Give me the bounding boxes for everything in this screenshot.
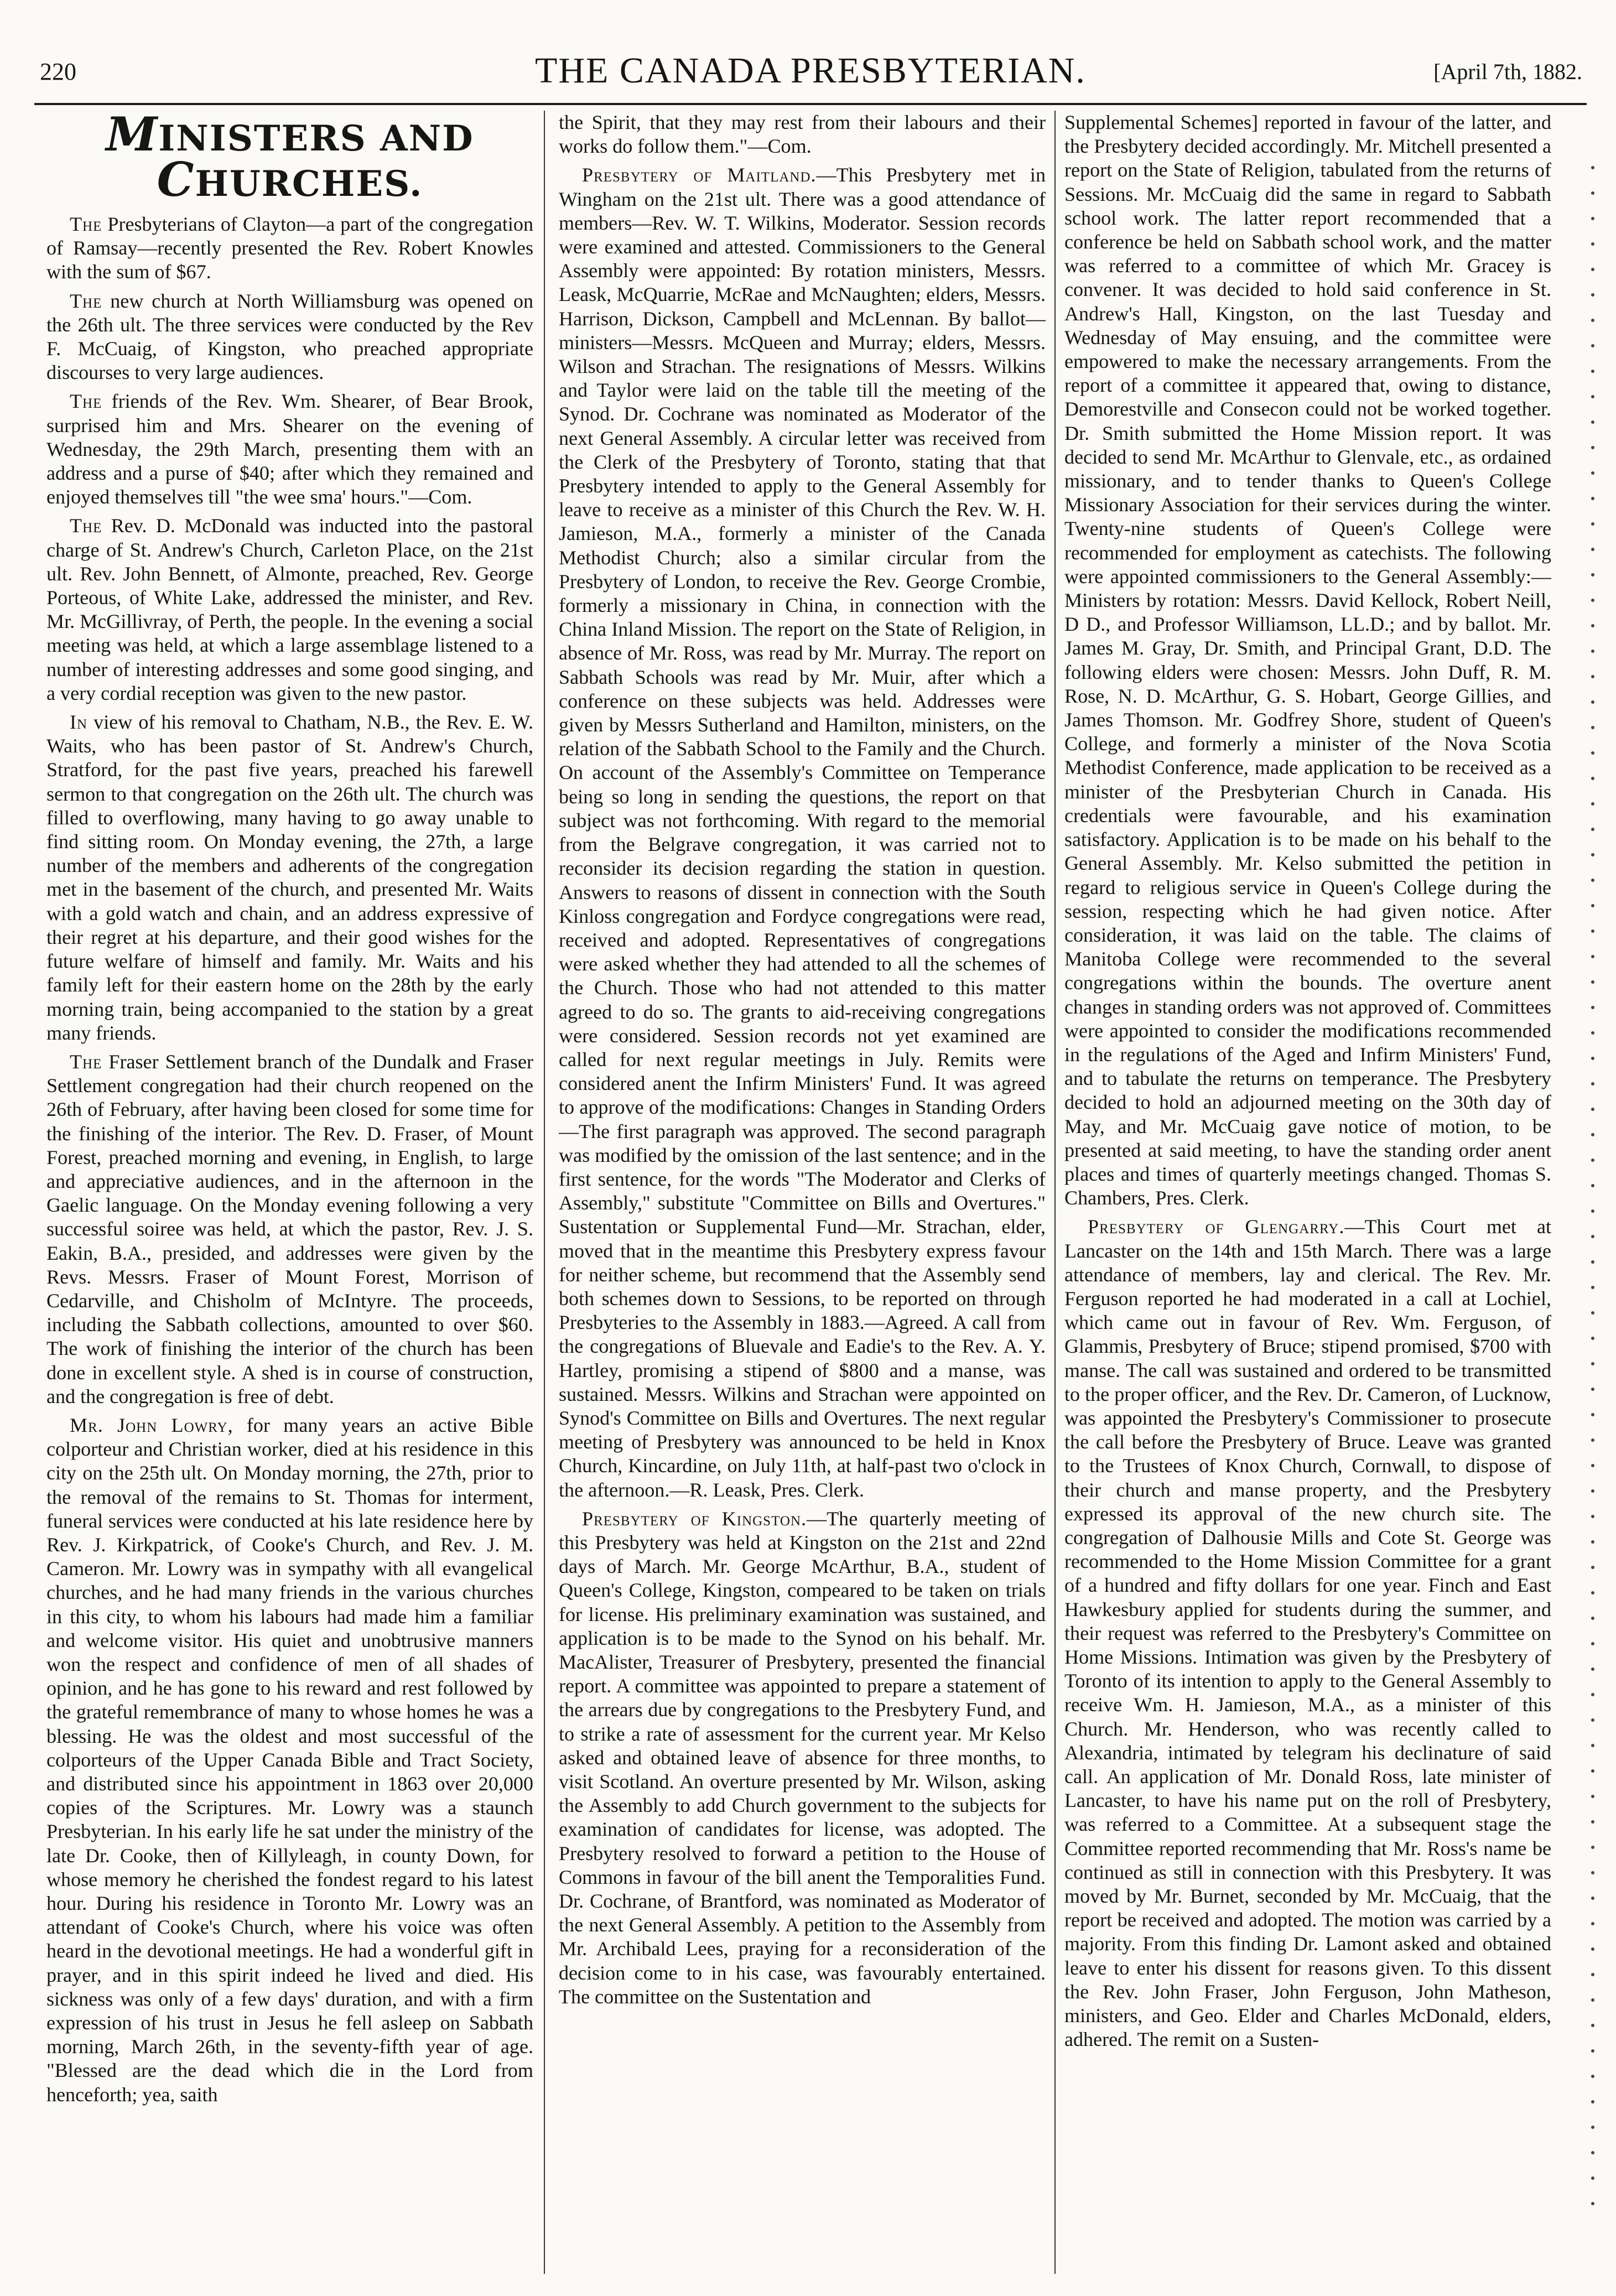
margin-dot [1591,599,1594,602]
paragraph-lead: Mr. John Lowry, [70,1414,233,1436]
paragraph-lead: Presbytery of Glengarry. [1088,1215,1345,1238]
paragraph-lead: Presbytery of Maitland. [582,164,817,186]
paragraph-text: new church at North Williamsburg was opened on the 26th ult. The three services were conducted by the Rev F. McCuaig, of Kingston, who preached appropriate discourses to very large audiences. [46,289,533,384]
margin-dot [1591,242,1594,246]
margin-dot [1591,955,1594,958]
article-paragraph [46,710,533,1045]
paragraph-text: Rev. D. McDonald was inducted into the pastoral charge of St. Andrew's Church, Carleton Place, on the 21st ult. Rev. John Bennett, of Almonte, preached, Rev. George Porteous, of White Lake, addressed the minister, and Rev. Mr. McGillivray, of Perth, the people. In the evening a social meeting was held, at which a large assemblage listened to a number of interesting addresses and some good singing, and a very cordial reception was given to the new pastor. [46,515,533,704]
paragraph-lead: Presbytery of Kingston. [582,1507,807,1530]
margin-dot [1591,802,1594,806]
title-initial: M [106,111,159,162]
margin-dot [1591,1642,1594,1645]
margin-dot [1591,1566,1594,1569]
margin-dot [1591,217,1594,220]
margin-dot [1591,2126,1594,2129]
margin-dot [1591,319,1594,322]
margin-dot [1591,1617,1594,1620]
column-body [46,212,533,2107]
margin-dot [1591,1973,1594,1976]
paragraph-lead: The [70,213,102,235]
section-title: MINISTERS AND CHURCHES. [46,114,533,205]
margin-dot [1591,1438,1594,1442]
margin-dot [1591,548,1594,551]
margin-dot [1591,1693,1594,1696]
margin-marks [1591,166,1598,2213]
paragraph-text: Fraser Settlement branch of the Dundalk and Fraser Settlement congregation had their church reopened on the 26th of February, after having been closed for some time for the finishing of the interior. The Rev. D. Fraser, of Mount Forest, preached morning and evening, in English, to large and appreciative audiences, and in the afternoon in the Gaelic language. On the Monday evening following a very successful soiree was held, at which the pastor, Rev. J. S. Eakin, B.A., presided, and addresses were given by the Revs. Messrs. Fraser of Mount Forest, Morrison of Cedarville, and Chisholm of McIntyre. The proceeds, including the Sabbath collections, amounted to over $60. The work of finishing the interior of the church has been done in excellent style. A shed is in course of construction, and the congregation is free of debt. [46,1050,533,1407]
margin-dot [1591,777,1594,780]
margin-dot [1591,2202,1594,2205]
margin-dot [1591,1668,1594,1671]
paragraph-text: Presbyterians of Clayton—a part of the congregation of Ramsay—recently presented the Rev. Robert Knowles with the sum of $67. [46,213,533,283]
article-paragraph [46,212,533,284]
margin-dot [1591,828,1594,831]
margin-dot [1591,1209,1594,1213]
margin-dot [1591,191,1594,195]
title-initial: C [157,152,195,207]
margin-dot [1591,1998,1594,2002]
article-paragraph [46,1050,533,1409]
paragraph-text: —This Presbytery met in Wingham on the 21st ult. There was a good attendance of members—Rev. W. T. Wilkins, Moderator. Session records were examined and attested. Commissioners to the General Assembly were appointed: By rotation ministers, Messrs. Leask, McQuarrie, McRae and McNaughten; elders, Messrs. Harrison, Dickson, Campbell and McLennan. By ballot—ministers—Messrs. McQueen and Murray; elders, Messrs. Wilson and Strachan. The resignations of Messrs. Wilkins and Taylor were laid on the table till the meeting of the Synod. Dr. Cochrane was nominated as Moderator of the next General Assembly. A circular letter was received from the Clerk of the Presbytery of Toronto, stating that that Presbytery intended to apply to the General Assembly for leave to receive as a minister of this Church the Rev. W. H. Jamieson, M.A., formerly a minister of the Canada Methodist Church; also a similar circular from the Presbytery of London, to receive the Rev. George Crombie, formerly a missionary in China, in connection with the China Inland Mission. The report on the State of Religion, in absence of Mr. Ross, was read by Mr. Murray. The report on Sabbath Schools was read by Mr. Muir, after which a conference on these subjects was held. Addresses were given by Messrs Sutherland and Hamilton, ministers, on the relation of the Sabbath School to the Family and the Church. On account of the Assembly's Committee on Temperance being so long in sending the questions, the report on that subject was not forthcoming. With regard to the memorial from the Belgrave congregation, it was carried not to reconsider its decision regarding the station in question. Answers to reasons of dissent in connection with the South Kinloss congregation and Fordyce congregations were read, received and adopted. Representatives of congregations were asked whether they had attended to all the schemes of the Church. Those who had not attended to this matter agreed to do so. The grants to aid-receiving congregations were considered. Session records not yet examined are called for next regular meetings in July. Remits were considered anent the Infirm Ministers' Fund. It was agreed to approve of the modifications: Changes in Standing Orders—The first paragraph was approved. The second paragraph was modified by the omission of the last sentence; and in the first sentence, for the words "The Moderator and Clerks of Assembly," substitute "Committee on Bills and Overtures." Sustentation or Supplemental Fund—Mr. Strachan, elder, moved that in the meantime this Presbytery express favour for neither scheme, but recommend that the Assembly send both schemes down to Sessions, to be reported on through Presbyteries to the Assembly in 1883.—Agreed. A call from the congregations of Bluevale and Eadie's to the Rev. A. Y. Hartley, promising a stipend of $800 and a manse, was sustained. Messrs. Wilkins and Strachan were appointed on Synod's Committee on Bills and Overtures. The next regular meeting of Presbytery was announced to be held in Knox Church, Kincardine, on July 11th, at half-past two o'clock in the afternoon.—R. Leask, Pres. Clerk. [559,164,1046,1501]
margin-dot [1591,1311,1594,1315]
margin-dot [1591,1260,1594,1264]
margin-dot [1591,1006,1594,1009]
margin-dot [1591,2176,1594,2180]
margin-dot [1591,904,1594,907]
article-paragraph [559,111,1046,158]
margin-dot [1591,1464,1594,1467]
margin-dot [1591,268,1594,271]
article-paragraph [46,389,533,509]
margin-dot [1591,1846,1594,1849]
margin-dot [1591,853,1594,856]
margin-dot [1591,1108,1594,1111]
article-paragraph [46,514,533,705]
margin-dot [1591,675,1594,678]
margin-dot [1591,751,1594,755]
column-1 [46,111,533,2274]
margin-dot [1591,420,1594,424]
article-paragraph [559,163,1046,1502]
paragraph-text: for many years an active Bible colporteur and Christian worker, died at his residence in this city on the 25th ult. On Monday morning, the 27th, prior to the removal of the remains to St. Thomas for interment, funeral services were conducted at his late residence here by Rev. J. Kirkpatrick, of Cooke's Church, and Rev. J. M. Cameron. Mr. Lowry was in sympathy with all evangelical churches, and he had many friends in the various churches in this city, to whom his labours had made him a familiar and welcome visitor. His quiet and unobtrusive manners won the respect and confidence of men of all shades of opinion, and he has gone to his reward and rest followed by the grateful remembrance of many to whose homes he was a blessing. He was the oldest and most successful of the colporteurs of the Upper Canada Bible and Tract Society, and distributed since his appointment in 1863 over 20,000 copies of the Scriptures. Mr. Lowry was a staunch Presbyterian. In his early life he sat under the ministry of the late Dr. Cooke, then of Killyleagh, in county Down, for whose memory he cherished the fondest regard to his latest hour. During his residence in Toronto Mr. Lowry was an attendant of Cooke's Church, where his voice was often heard in the devotional meetings. He had a wonderful gift in prayer, and in this spirit indeed he lived and died. His sickness was only of a few days' duration, and with a firm expression of his trust in Jesus he fell asleep on Sabbath morning, March 26th, in the seventy-fifth year of age. "Blessed are the dead which die in the Lord from henceforth; yea, saith [46,1414,533,2106]
margin-dot [1591,1388,1594,1391]
margin-dot [1591,1897,1594,1900]
margin-dot [1591,700,1594,704]
margin-dot [1591,497,1594,500]
margin-dot [1591,624,1594,627]
margin-dot [1591,1133,1594,1136]
margin-dot [1591,1744,1594,1747]
page-header [33,50,1588,94]
margin-dot [1591,293,1594,297]
margin-dot [1591,1769,1594,1773]
paragraph-text: the Spirit, that they may rest from their labours and their works do follow them."—Com. [559,111,1046,158]
paragraph-lead: The [70,515,102,537]
margin-dot [1591,1413,1594,1416]
margin-dot [1591,370,1594,373]
margin-dot [1591,2075,1594,2078]
article-paragraph [46,1414,533,2107]
column-divider [544,111,545,2274]
margin-dot [1591,395,1594,398]
article-paragraph [46,289,533,385]
margin-dot [1591,1286,1594,1289]
margin-dot [1591,726,1594,729]
margin-dot [1591,2151,1594,2154]
article-paragraph [1064,1215,1551,2051]
margin-dot [1591,2049,1594,2053]
margin-dot [1591,1337,1594,1340]
margin-dot [1591,1515,1594,1518]
margin-dot [1591,1947,1594,1951]
margin-dot [1591,2024,1594,2027]
column-divider [1054,111,1056,2274]
column-body [559,111,1046,2009]
margin-dot [1591,1184,1594,1187]
margin-dot [1591,166,1594,169]
margin-dot [1591,929,1594,933]
paragraph-lead: The [70,390,102,413]
margin-dot [1591,1718,1594,1722]
article-paragraph [1064,111,1551,1210]
paragraph-lead: In [70,711,88,734]
margin-dot [1591,471,1594,475]
paragraph-text: Supplemental Schemes] reported in favour of the latter, and the Presbytery decided accordingly. Mr. Mitchell presented a report on the State of Religion, tabulated from the returns of Sessions. Mr. McCuaig did the same in regard to Sabbath school work. The latter report recommended that a conference be held on Sabbath school work, and the matter was referred to a committee of which Mr. Gracey is convener. It was decided to hold said conference in St. Andrew's Hall, Kingston, on the last Tuesday and Wednesday of May ensuing, and the committee were empowered to make the necessary arrangements. From the report of a committee it appeared that, owing to distance, Demorestville and Consecon could not be worked together. Dr. Smith submitted the Home Mission report. It was decided to send Mr. McArthur to Glenvale, etc., as ordained missionary, and to tender thanks to Queen's College Missionary Association for their services during the winter. Twenty-nine students of Queen's College were recommended for employment as catechists. The following were appointed commissioners to the General Assembly:—Ministers by rotation: Messrs. David Kellock, Robert Neill, D D., and Professor Williamson, LL.D.; and by ballot. Mr. James M. Gray, Dr. Smith, and Principal Grant, D.D. The following elders were chosen: Messrs. John Duff, R. M. Rose, N. D. McArthur, G. S. Hobart, George Gillies, and James Thomson. Mr. Godfrey Shore, student of Queen's College, and formerly a minister of the Nova Scotia Methodist Conference, made application to be received as a minister of the Presbyterian Church in Canada. His credentials were favourable, and his examination satisfactory. Application is to be made on his behalf to the General Assembly. Mr. Kelso submitted the petition in regard to religious service in Queen's College during the session, respecting which he had given notice. After consideration, it was laid on the table. The claims of Manitoba College were recommended to the several congregations within the bounds. The overture anent changes in standing orders was not approved of. Committees were appointed to consider the modifications recommended in the regulations of the Aged and Infirm Ministers' Fund, and to tabulate the returns on temperance. The Presbytery decided to hold an adjourned meeting on the 30th day of May, and Mr. McCuaig gave notice of motion, to be presented at said meeting, to have the standing order anent places and times of quarterly meetings changed. Thomas S. Chambers, Pres. Clerk. [1064,111,1551,1209]
column-3 [1064,111,1551,2274]
header-rule [34,103,1587,105]
column-body [1064,111,1551,2051]
paragraph-text: friends of the Rev. Wm. Shearer, of Bear Brook, surprised him and Mrs. Shearer on the evening of Wednesday, the 29th March, presenting them with an address and a purse of $40; after which they remained and enjoyed themselves till "the wee sma' hours."—Com. [46,390,533,508]
margin-dot [1591,1362,1594,1365]
margin-dot [1591,1795,1594,1798]
margin-dot [1591,573,1594,576]
article-paragraph [559,1507,1046,2009]
paragraph-lead: The [70,1050,102,1073]
margin-dot [1591,879,1594,882]
margin-dot [1591,446,1594,449]
margin-dot [1591,1489,1594,1493]
margin-dot [1591,1235,1594,1238]
margin-dot [1591,1057,1594,1060]
margin-dot [1591,1591,1594,1594]
page-number: 220 [40,58,76,85]
paragraph-text: view of his removal to Chatham, N.B., the Rev. E. W. Waits, who has been pastor of St. Andrew's Church, Stratford, for the past five years, preached his farewell sermon to that congregation on the 26th ult. The church was filled to overflowing, many having to go away unable to find sitting room. On Monday evening, the 27th, a large number of the members and adherents of the congregation met in the basement of the church, and presented Mr. Waits with a gold watch and chain, and an address expressive of their regret at his departure, and their good wishes for the future welfare of himself and family. Mr. Waits and his family left for their eastern home on the 28th by the early morning train, being accompanied to the station by a great many friends. [46,711,533,1044]
margin-dot [1591,1871,1594,1874]
margin-dot [1591,1540,1594,1544]
margin-dot [1591,1031,1594,1035]
paragraph-text: —This Court met at Lancaster on the 14th and 15th March. There was a large attendance of members, lay and clerical. The Rev. Mr. Ferguson reported he had moderated in a call at Lochiel, which came out in favour of Rev. Wm. Ferguson, of Glammis, Presbytery of Bruce; stipend promised, $700 with manse. The call was sustained and ordered to be transmitted to the proper officer, and the Rev. Dr. Cameron, of Lucknow, was appointed the Presbytery's Commissioner to prosecute the call before the Presbytery of Bruce. Leave was granted to the Trustees of Knox Church, Cornwall, to dispose of their church and manse property, and the Presbytery expressed its approval of the new church site. The congregation of Dalhousie Mills and Cote St. George was recommended to the Home Mission Committee for a grant of a hundred and fifty dollars for one year. Finch and East Hawkesbury applied for students during the summer, and their request was referred to the Presbytery's Committee on Home Missions. Intimation was given by the Presbytery of Toronto of its intention to apply to the General Assembly to receive Wm. H. Jamieson, M.A., as a minister of this Church. Mr. Henderson, who was recently called to Alexandria, intimated by telegram his declinature of said call. An application of Mr. Donald Ross, late minister of Lancaster, to have his name put on the roll of Presbytery, was referred to a Committee. At a subsequent stage the Committee reported recommending that Mr. Ross's name be continued as still in connection with this Presbytery. It was moved by Mr. Burnet, seconded by Mr. McCuaig, that the report be received and adopted. The motion was carried by a majority. From this finding Dr. Lamont asked and obtained leave to enter his dissent for reasons given. To this dissent the Rev. John Fraser, John Ferguson, John Matheson, ministers, and Geo. Elder and Charles McDonald, elders, adhered. The remit on a Susten- [1064,1215,1551,2051]
margin-dot [1591,650,1594,653]
issue-date: [April 7th, 1882. [1433,59,1582,84]
margin-dot [1591,980,1594,984]
margin-dot [1591,1082,1594,1085]
column-2 [559,111,1046,2274]
masthead-title: THE CANADA PRESBYTERIAN. [535,50,1086,91]
margin-dot [1591,1922,1594,1925]
margin-dot [1591,1159,1594,1162]
paragraph-text: —The quarterly meeting of this Presbytery was held at Kingston on the 21st and 22nd days of March. Mr. George McArthur, B.A., student of Queen's College, Kingston, compeared to be taken on trials for license. His preliminary examination was sustained, and application is to be made to the Synod on his behalf. Mr. MacAlister, Treasurer of Presbytery, presented the financial report. A committee was appointed to prepare a statement of the arrears due by congregations to the Presbytery Fund, and to strike a rate of assessment for the current year. Mr Kelso asked and obtained leave of absence for three months, to visit Scotland. An overture presented by Mr. Wilson, asking the Assembly to add Church government to the subjects for examination of candidates for license, was adopted. The Presbytery resolved to forward a petition to the House of Commons in favour of the bill anent the Temporalities Fund. Dr. Cochrane, of Brantford, was nominated as Moderator of the next General Assembly. A petition to the Assembly from Mr. Archibald Lees, praying for a reconsideration of the decision come to in his case, was favourably entertained. The committee on the Sustentation and [559,1507,1046,2008]
paragraph-lead: The [70,289,102,312]
margin-dot [1591,344,1594,347]
margin-dot [1591,1820,1594,1824]
margin-dot [1591,522,1594,526]
margin-dot [1591,2100,1594,2103]
